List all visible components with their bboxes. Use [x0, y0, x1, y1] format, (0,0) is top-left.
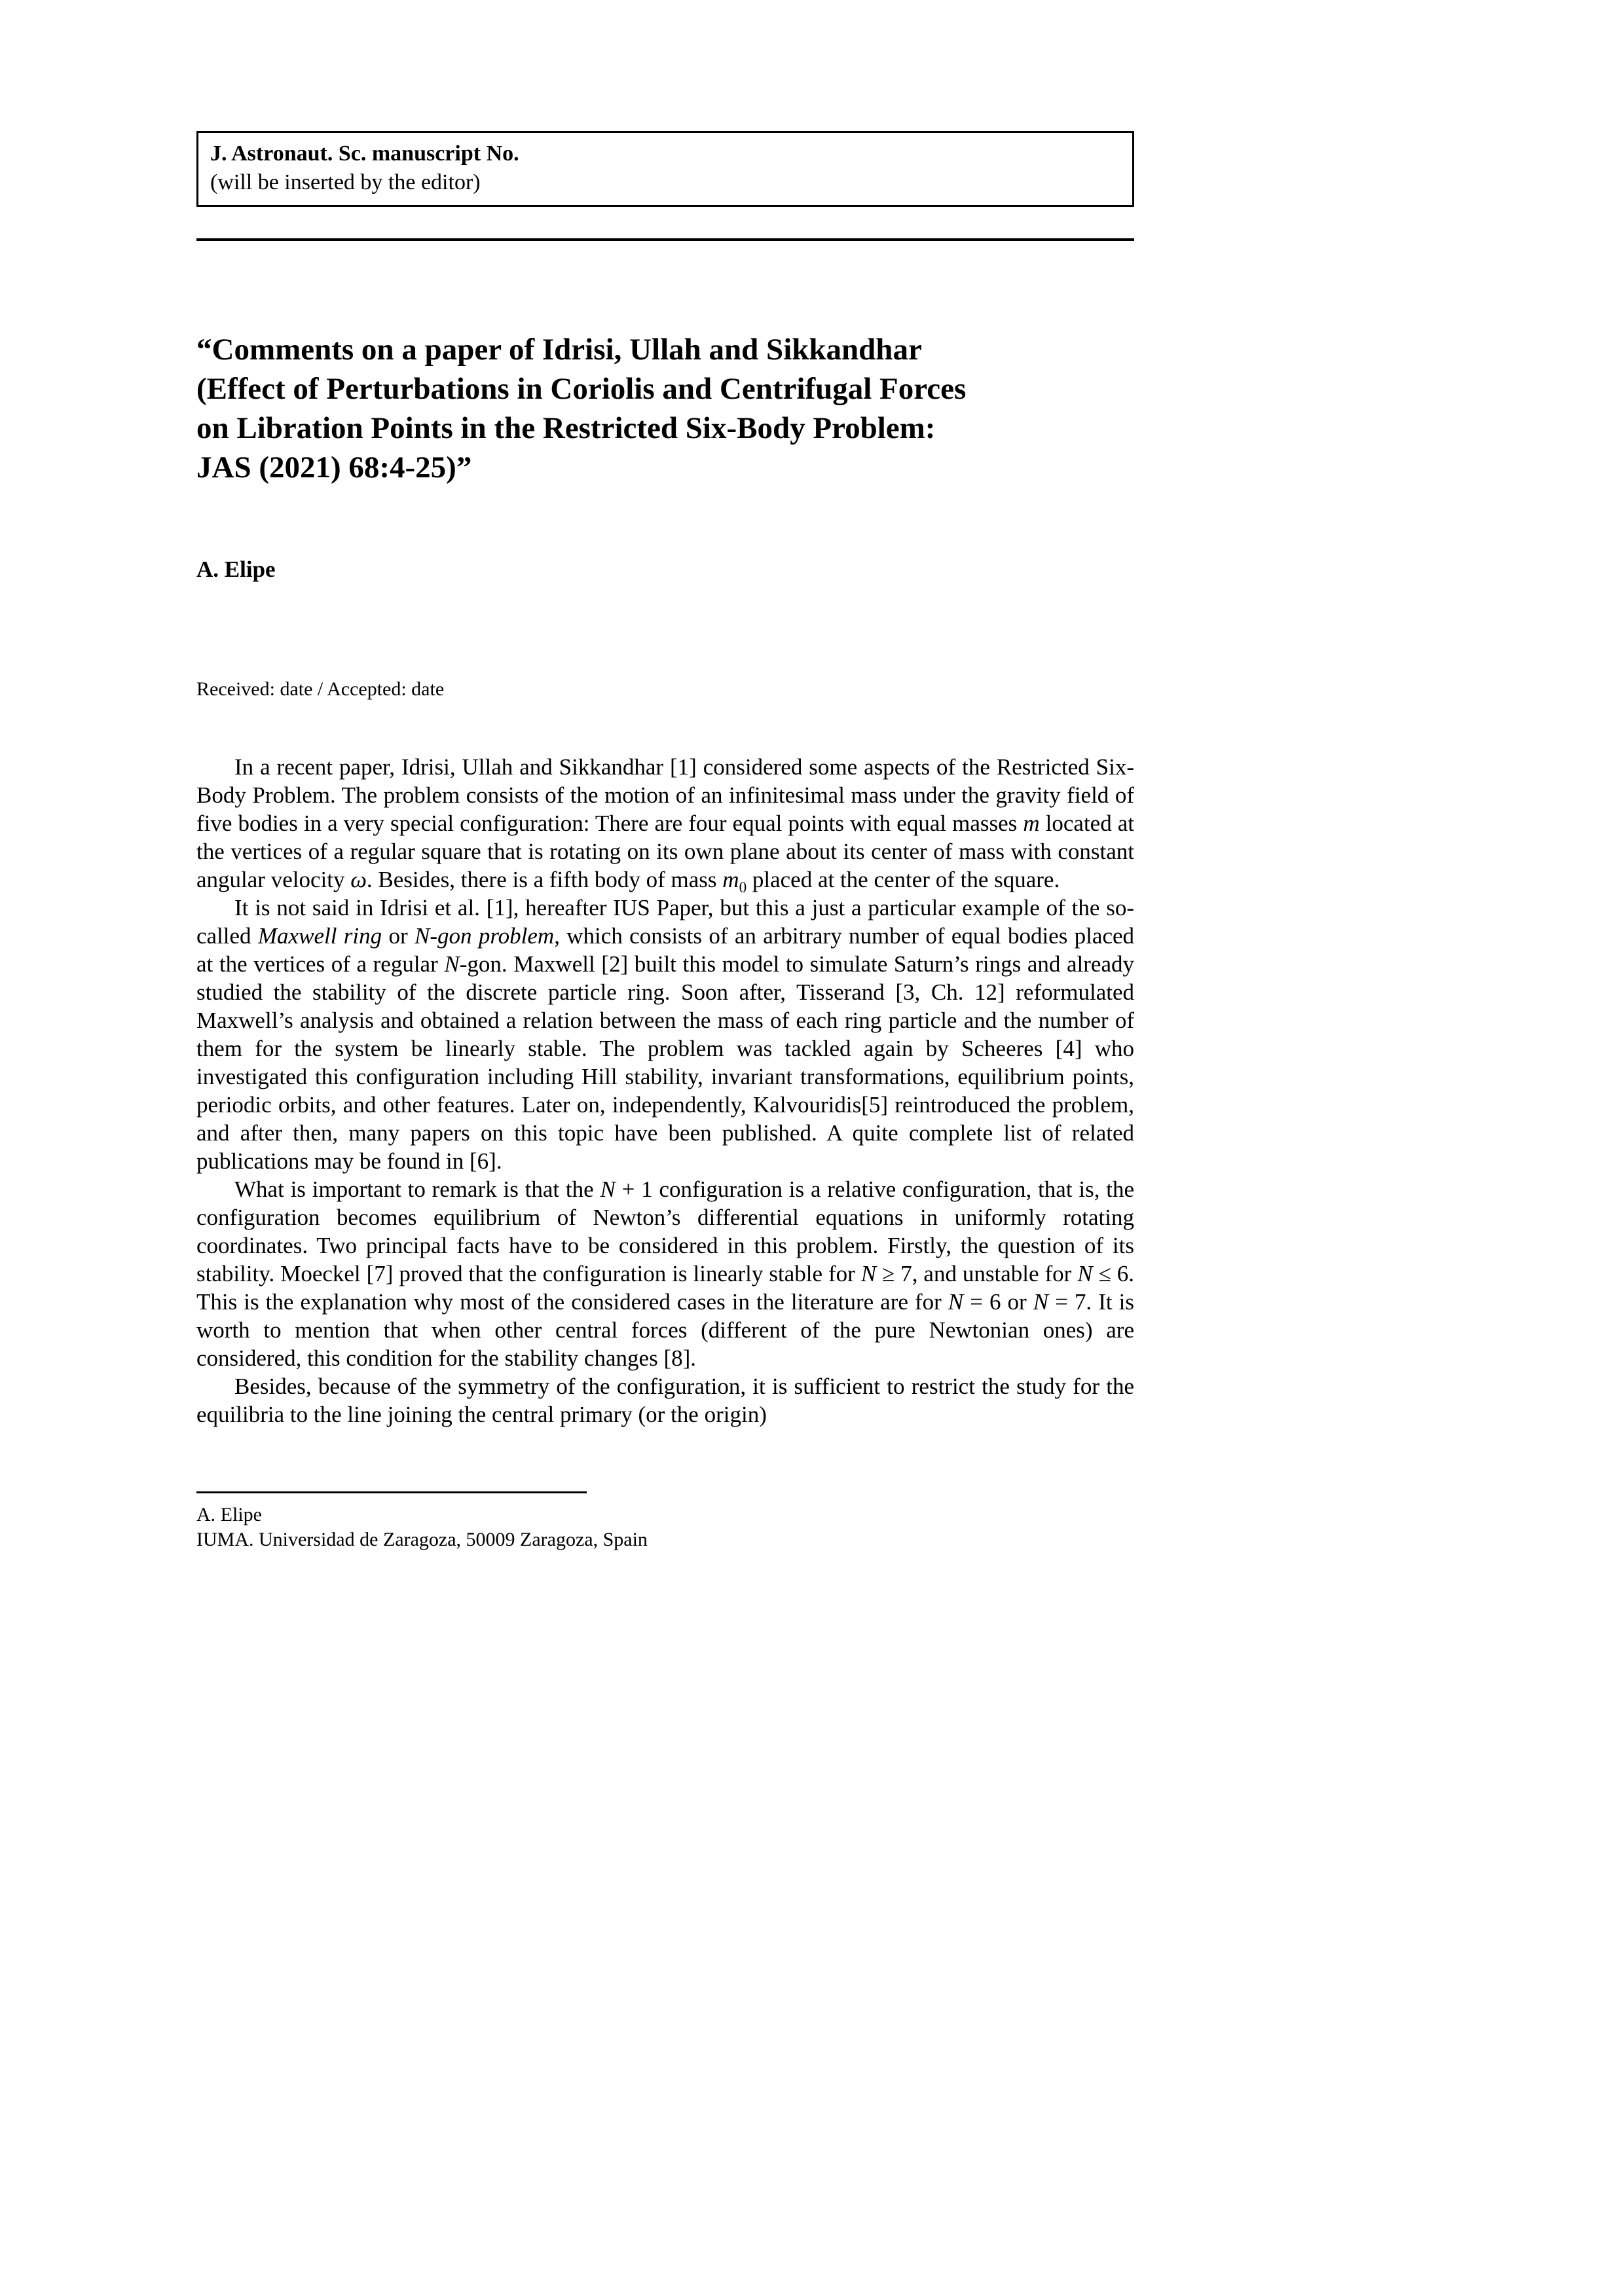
title-line: “Comments on a paper of Idrisi, Ullah and Sikkandhar [196, 333, 922, 367]
footnote-divider [196, 1491, 587, 1493]
body-paragraph: What is important to remark is that the N + 1 configuration is a relative configuration, that is, the configuration becomes equilibrium of Newton’s differential equations in uniformly rotating coordinates. Two principal facts have to be considered in this problem. Firstly, the question of its stability. Moeckel [7] proved that the configuration is linearly stable for N ≥ 7, and unstable for N ≤ 6. This is the explanation why most of the considered cases in the literature are for N = 6 or N = 7. It is worth to mention that when other central forces (different of the pure Newtonian ones) are considered, this condition for the stability changes [8]. [196, 1176, 1135, 1371]
header-divider [196, 238, 1134, 241]
footnote-block [196, 1491, 1134, 1552]
title-line: (Effect of Perturbations in Coriolis and Centrifugal Forces [196, 372, 967, 406]
body-paragraph: Besides, because of the symmetry of the configuration, it is sufficient to restrict the study for the equilibria to the line joining the central primary (or the origin) [196, 1374, 1134, 1427]
manuscript-number: J. Astronaut. Sc. manuscript No. [210, 141, 519, 166]
author-name: A. Elipe [196, 556, 276, 582]
received-accepted-line: Received: date / Accepted: date [196, 678, 445, 700]
body-paragraph: In a recent paper, Idrisi, Ullah and Sikkandhar [1] considered some aspects of the Restricted Six-Body Problem. The problem consists of the motion of an infinitesimal mass under the gravity field of five bodies in a very special configuration: There are four equal points with equal masses m located at the vertices of a regular square that is rotating on its own plane about its center of mass with constant angular velocity ω. Besides, there is a fifth body of mass $m_0$ placed at the center of the square. [196, 754, 1134, 896]
paper-title [196, 330, 1134, 487]
editor-note: (will be inserted by the editor) [210, 170, 481, 194]
body-paragraph: It is not said in Idrisi et al. [1], hereafter IUS Paper, but this a just a particular example of the so-called Maxwell ring or N-gon problem, which consists of an arbitrary number of equal bodies placed at the vertices of a regular N-gon. Maxwell [2] built this model to simulate Saturn’s rings and already studied the stability of the discrete particle ring. Soon after, Tisserand [3, Ch. 12] reformulated Maxwell’s analysis and obtained a relation between the mass of each ring particle and the number of them for the system be linearly stable. The problem was tackled again by Scheeres [4] who investigated this configuration including Hill stability, invariant transformations, equilibrium points, periodic orbits, and other features. Later on, independently, Kalvouridis[5] reintroduced the problem, and after then, many papers on this topic have been published. A quite complete list of related publications may be found in [6]. [196, 895, 1135, 1174]
footnote-author: A. Elipe [196, 1504, 262, 1525]
content-column [196, 131, 1134, 1552]
body-paragraphs [196, 753, 1134, 1429]
title-line: JAS (2021) 68:4-25)” [196, 450, 472, 484]
manuscript-header-box [196, 131, 1134, 207]
footnote-affiliation: IUMA. Universidad de Zaragoza, 50009 Zaragoza, Spain [196, 1529, 648, 1550]
title-line: on Libration Points in the Restricted Six-Body Problem: [196, 411, 936, 445]
